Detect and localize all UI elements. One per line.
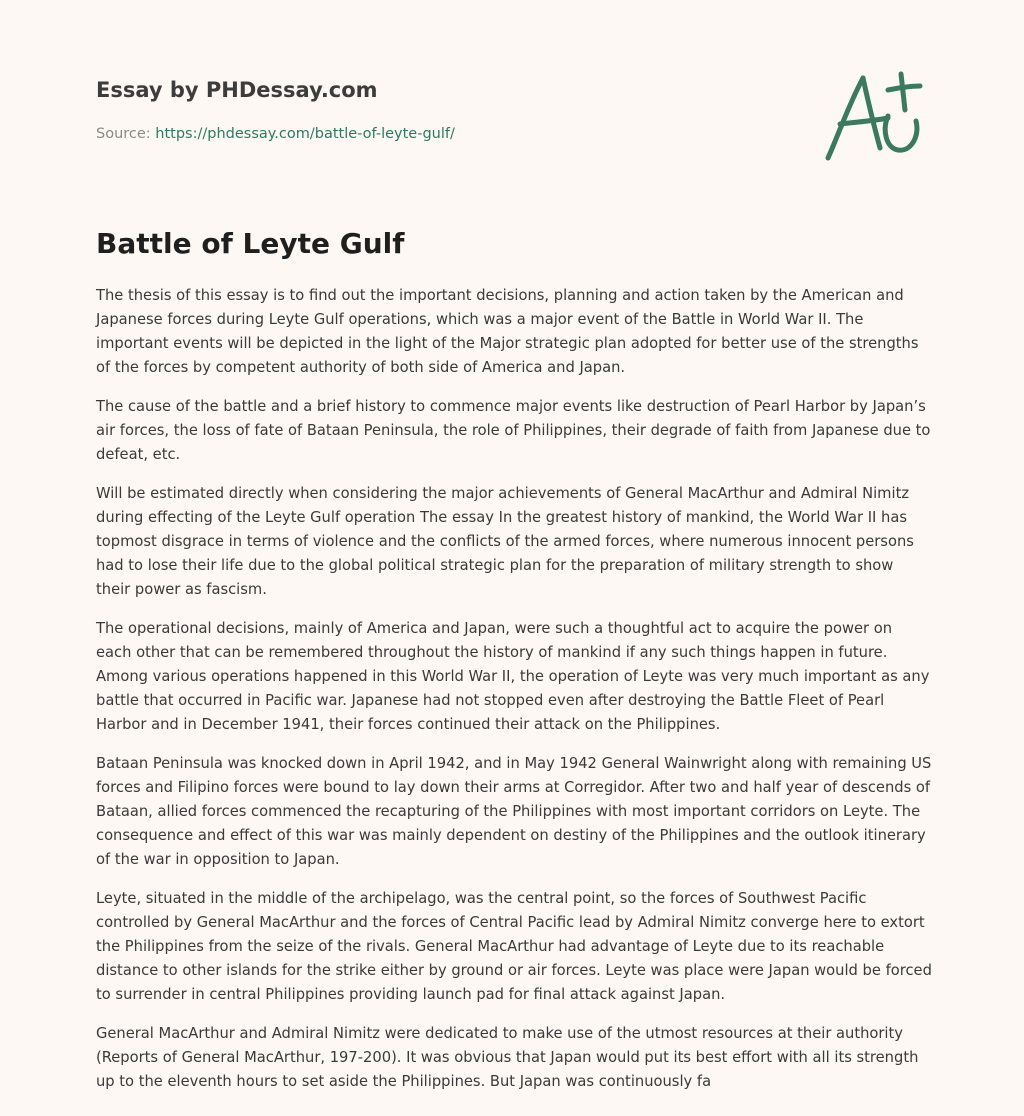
source-link[interactable]: https://phdessay.com/battle-of-leyte-gulf/ — [155, 126, 455, 142]
essay-header — [96, 76, 696, 144]
essay-body — [96, 284, 932, 1109]
source-line — [96, 124, 696, 144]
site-brand: Essay by PHDessay.com — [96, 78, 378, 102]
source-label: Source: — [96, 126, 156, 142]
essay-paragraph: Bataan Peninsula was knocked down in April 1942, and in May 1942 General Wainwright along with remaining US forces and Filipino forces were bound to lay down their arms at Corregidor. After two and half year of descends of Bataan, allied forces commenced the recapturing of the Philippines with most important corridors on Leyte. The consequence and effect of this war was mainly dependent on destiny of the Philippines and the outlook itinerary of the war in opposition to Japan. — [96, 755, 932, 868]
a-plus-logo-icon — [818, 66, 928, 166]
essay-paragraph: The thesis of this essay is to find out the important decisions, planning and action taken by the American and Japanese forces during Leyte Gulf operations, which was a major event of the Battle in World War II. The important events will be depicted in the light of the Major strategic plan adopted for better use of the strengths of the forces by competent authority of both side of America and Japan. — [96, 287, 919, 376]
essay-paragraph: General MacArthur and Admiral Nimitz were dedicated to make use of the utmost resources at their authority (Reports of General MacArthur, 197-200). It was obvious that Japan would put its best effort with all its strength up to the eleventh hours to set aside the Philippines. But Japan was continuously fa — [96, 1025, 919, 1090]
essay-paragraph: The operational decisions, mainly of America and Japan, were such a thoughtful act to acquire the power on each other that can be remembered throughout the history of mankind if any such things happen in future. Among various operations happened in this World War II, the operation of Leyte was very much important as any battle that occurred in Pacific war. Japanese had not stopped even after destroying the Battle Fleet of Pearl Harbor and in December 1941, their forces continued their attack on the Philippines. — [96, 620, 930, 733]
essay-paragraph: Will be estimated directly when considering the major achievements of General MacArthur and Admiral Nimitz during effecting of the Leyte Gulf operation The essay In the greatest history of mankind, the World War II has topmost disgrace in terms of violence and the conflicts of the armed forces, where numerous innocent persons had to lose their life due to the global political strategic plan for the preparation of military strength to show their power as fascism. — [96, 485, 914, 598]
essay-paragraph: Leyte, situated in the middle of the archipelago, was the central point, so the forces of Southwest Pacific controlled by General MacArthur and the forces of Central Pacific lead by Admiral Nimitz converge here to extort the Philippines from the seize of the rivals. General MacArthur had advantage of Leyte due to its reachable distance to other islands for the strike either by ground or air forces. Leyte was place were Japan would be forced to surrender in central Philippines providing launch pad for final attack against Japan. — [96, 890, 932, 1003]
essay-title: Battle of Leyte Gulf — [96, 227, 405, 260]
essay-paragraph: The cause of the battle and a brief history to commence major events like destruction of Pearl Harbor by Japan’s air forces, the loss of fate of Bataan Peninsula, the role of Philippines, their degrade of faith from Japanese due to defeat, etc. — [96, 398, 931, 463]
